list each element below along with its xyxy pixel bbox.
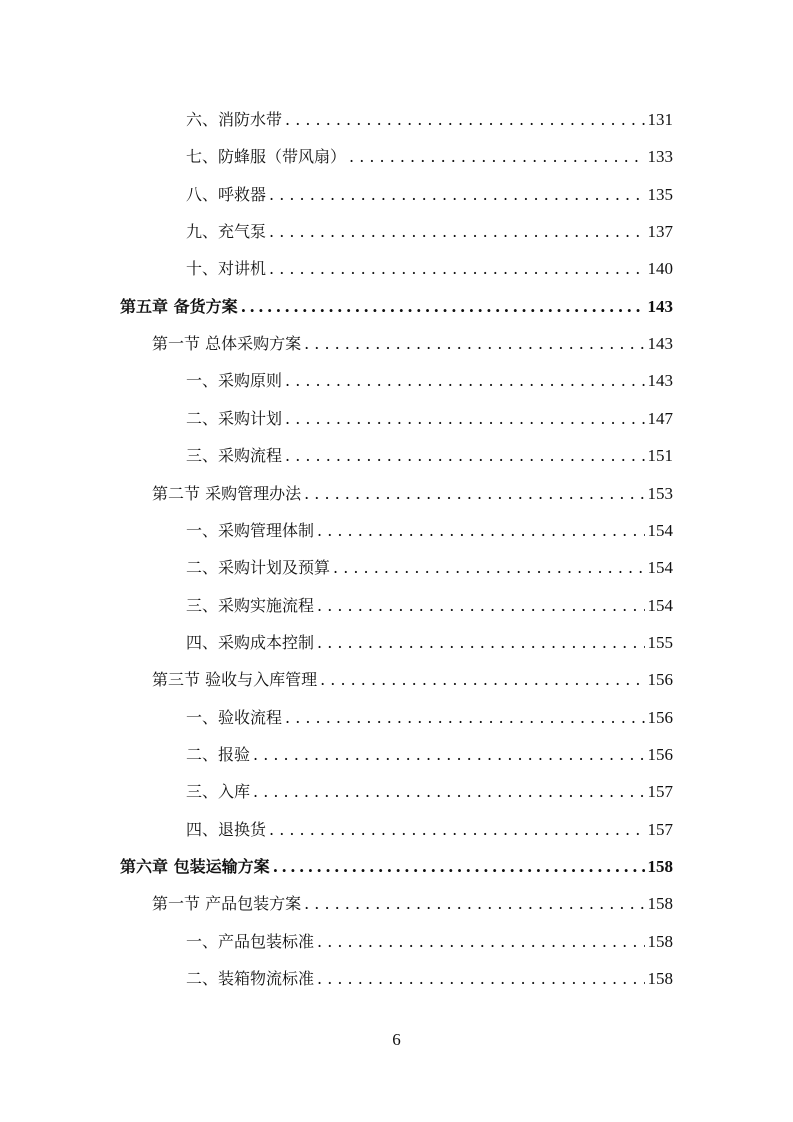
dot-leader bbox=[253, 773, 644, 810]
dot-leader bbox=[317, 512, 644, 549]
toc-entry-page: 143 bbox=[647, 371, 673, 391]
toc-entry[interactable] bbox=[186, 736, 673, 773]
toc-entry-title: 六、消防水带 bbox=[186, 110, 283, 129]
toc-entry-page: 147 bbox=[647, 408, 673, 428]
toc-entry-title: 四、采购成本控制 bbox=[186, 632, 315, 652]
toc-entry[interactable] bbox=[152, 325, 673, 362]
toc-entry-title: 二、装箱物流标准 bbox=[186, 969, 315, 989]
toc-entry-page: 151 bbox=[647, 446, 673, 466]
dot-leader bbox=[285, 699, 644, 736]
toc-entry-page: 158 bbox=[647, 969, 673, 989]
toc-entry-page: 154 bbox=[647, 520, 673, 540]
toc-entry[interactable] bbox=[120, 288, 673, 325]
toc-entry[interactable] bbox=[186, 549, 673, 586]
toc-entry-page: 135 bbox=[647, 184, 673, 204]
toc-entry-title: 三、采购实施流程 bbox=[186, 595, 315, 615]
toc-entry-title: 九、充气泵 bbox=[186, 222, 267, 242]
toc-entry-title: 一、采购原则 bbox=[186, 371, 283, 391]
toc-entry-page: 154 bbox=[647, 558, 673, 578]
dot-leader bbox=[317, 960, 644, 997]
dot-leader bbox=[253, 736, 644, 773]
toc-entry-title: 八、呼救器 bbox=[186, 184, 267, 204]
dot-leader bbox=[269, 176, 644, 213]
toc-entry-title: 第三节 验收与入库管理 bbox=[152, 670, 318, 690]
dot-leader bbox=[273, 848, 645, 885]
toc-entry-title: 七、防蜂服（带风扇） bbox=[186, 147, 347, 167]
toc-entry-page: 154 bbox=[647, 595, 673, 615]
dot-leader bbox=[304, 475, 644, 512]
toc-entry[interactable] bbox=[186, 101, 673, 138]
toc-entry-title: 十、对讲机 bbox=[186, 259, 267, 279]
toc-entry-title: 一、验收流程 bbox=[186, 707, 283, 727]
toc-entry-title: 二、采购计划及预算 bbox=[186, 558, 331, 578]
dot-leader bbox=[333, 549, 644, 586]
toc-entry-page: 157 bbox=[647, 782, 673, 802]
dot-leader bbox=[285, 101, 644, 138]
toc-entry-page: 131 bbox=[647, 110, 673, 129]
toc-entry-page: 158 bbox=[647, 894, 673, 914]
dot-leader bbox=[285, 437, 644, 474]
toc-entry-page: 140 bbox=[647, 259, 673, 279]
toc-entry-page: 158 bbox=[647, 931, 673, 951]
toc-entry-page: 155 bbox=[647, 632, 673, 652]
toc-entry[interactable] bbox=[186, 213, 673, 250]
dot-leader bbox=[320, 661, 644, 698]
dot-leader bbox=[317, 923, 644, 960]
dot-leader bbox=[304, 325, 644, 362]
toc-entry[interactable] bbox=[186, 437, 673, 474]
toc-entry[interactable] bbox=[186, 587, 673, 624]
dot-leader bbox=[285, 362, 644, 399]
dot-leader bbox=[269, 250, 644, 287]
toc-entry-title: 第一节 产品包装方案 bbox=[152, 894, 302, 914]
toc-entry[interactable] bbox=[186, 176, 673, 213]
toc-entry-title: 二、采购计划 bbox=[186, 408, 283, 428]
toc-entry[interactable] bbox=[186, 773, 673, 810]
toc-entry[interactable] bbox=[186, 811, 673, 848]
toc-entry-title: 第五章 备货方案 bbox=[120, 296, 238, 316]
dot-leader bbox=[269, 213, 644, 250]
toc-entry[interactable] bbox=[186, 624, 673, 661]
toc-entry-page: 143 bbox=[647, 334, 673, 354]
dot-leader bbox=[269, 811, 644, 848]
toc-entry[interactable] bbox=[186, 960, 673, 997]
toc-entry-page: 143 bbox=[647, 296, 673, 316]
toc-entry[interactable] bbox=[152, 661, 673, 698]
toc-entry-title: 第六章 包装运输方案 bbox=[120, 857, 270, 876]
toc-entry-title: 第二节 采购管理办法 bbox=[152, 483, 302, 503]
dot-leader bbox=[317, 624, 644, 661]
toc-entry[interactable] bbox=[186, 699, 673, 736]
toc-entry[interactable] bbox=[186, 512, 673, 549]
toc-entry[interactable] bbox=[120, 848, 673, 885]
toc-entry-page: 137 bbox=[647, 222, 673, 242]
toc-entry-title: 第一节 总体采购方案 bbox=[152, 334, 302, 354]
toc-entry-page: 153 bbox=[647, 483, 673, 503]
toc-entry-title: 一、产品包装标准 bbox=[186, 931, 315, 951]
toc-entry-title: 四、退换货 bbox=[186, 819, 267, 839]
toc-entry-title: 三、入库 bbox=[186, 782, 251, 802]
dot-leader bbox=[349, 138, 644, 175]
toc-entry-page: 156 bbox=[647, 707, 673, 727]
toc-entry-page: 157 bbox=[647, 819, 673, 839]
toc-entry-title: 一、采购管理体制 bbox=[186, 520, 315, 540]
page-number: 6 bbox=[392, 1030, 401, 1049]
toc-entry-page: 133 bbox=[647, 147, 673, 167]
toc-entry[interactable] bbox=[152, 885, 673, 922]
dot-leader bbox=[304, 885, 644, 922]
toc-entry[interactable] bbox=[186, 923, 673, 960]
toc-entry-title: 三、采购流程 bbox=[186, 446, 283, 466]
toc-entry[interactable] bbox=[186, 138, 673, 175]
dot-leader bbox=[285, 400, 644, 437]
toc-entry[interactable] bbox=[186, 250, 673, 287]
toc-entry-page: 158 bbox=[647, 857, 673, 876]
toc-entry-title: 二、报验 bbox=[186, 744, 251, 764]
toc-entry-page: 156 bbox=[647, 670, 673, 690]
toc-entry[interactable] bbox=[186, 362, 673, 399]
toc-entry-page: 156 bbox=[647, 744, 673, 764]
dot-leader bbox=[317, 587, 644, 624]
toc-entry[interactable] bbox=[186, 400, 673, 437]
toc-entry[interactable] bbox=[152, 475, 673, 512]
dot-leader bbox=[241, 288, 645, 325]
